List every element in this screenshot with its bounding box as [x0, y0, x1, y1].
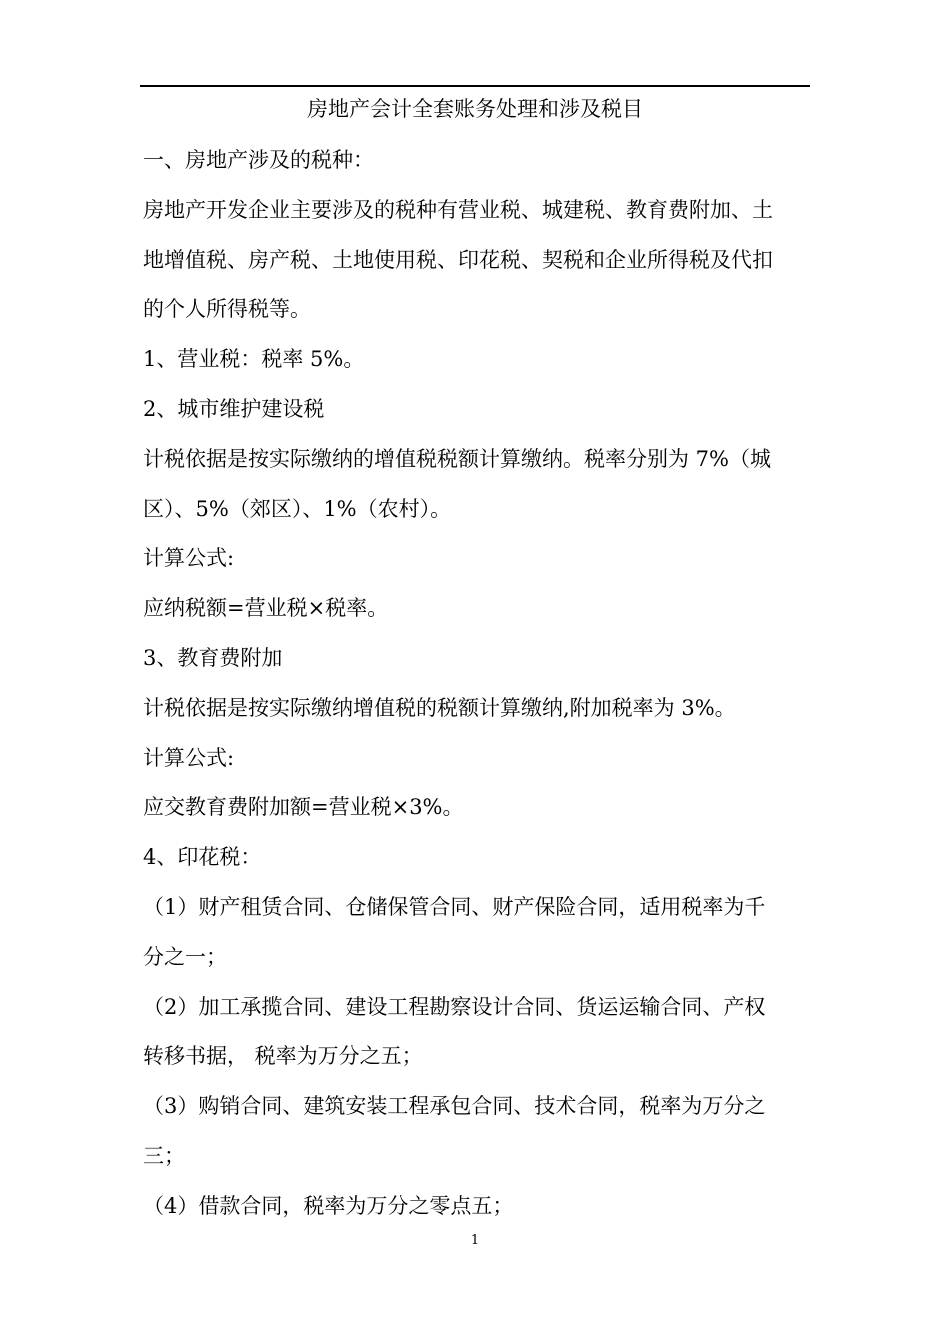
body-line: 应交教育费附加额=营业税×3%。	[143, 795, 464, 820]
body-line: 分之一；	[143, 944, 227, 969]
body-line: （3）购销合同、建筑安装工程承包合同、技术合同，税率为万分之	[143, 1094, 766, 1119]
body-line: 3、教育费附加	[143, 645, 283, 670]
body-line: 应纳税额=营业税×税率。	[143, 596, 389, 621]
body-line: 地增值税、房产税、土地使用税、印花税、契税和企业所得税及代扣	[143, 247, 773, 272]
body-line: 一、房地产涉及的税种：	[143, 148, 374, 172]
body-line: 计税依据是按实际缴纳增值税的税额计算缴纳,附加税率为 3%。	[143, 695, 736, 720]
body-line: （2）加工承揽合同、建设工程勘察设计合同、货运运输合同、产权	[143, 994, 766, 1019]
body-line: 的个人所得税等。	[143, 297, 311, 322]
body-line: 1、营业税：税率 5%。	[143, 347, 365, 372]
body-line: 2、城市维护建设税	[143, 396, 325, 421]
body-line: （4）借款合同，税率为万分之零点五；	[143, 1193, 514, 1218]
body-line: 计算公式:	[143, 745, 235, 770]
body-line: 4、印花税：	[143, 845, 262, 870]
page-number: 1	[470, 1233, 480, 1248]
body-line: （1）财产租赁合同、仓储保管合同、财产保险合同，适用税率为千	[143, 894, 766, 919]
body-line: 转移书据， 税率为万分之五；	[143, 1044, 423, 1069]
document-title: 房地产会计全套账务处理和涉及税目	[307, 97, 643, 121]
body-line: 计税依据是按实际缴纳的增值税税额计算缴纳。税率分别为 7%（城	[143, 446, 771, 471]
document-body	[143, 143, 815, 1239]
body-line: 区）、5%（郊区）、1%（农村）。	[143, 496, 452, 521]
body-line: 三；	[143, 1143, 185, 1168]
header-rule	[140, 85, 810, 87]
body-line: 计算公式:	[143, 546, 235, 571]
body-line: 房地产开发企业主要涉及的税种有营业税、城建税、教育费附加、土	[143, 197, 773, 222]
